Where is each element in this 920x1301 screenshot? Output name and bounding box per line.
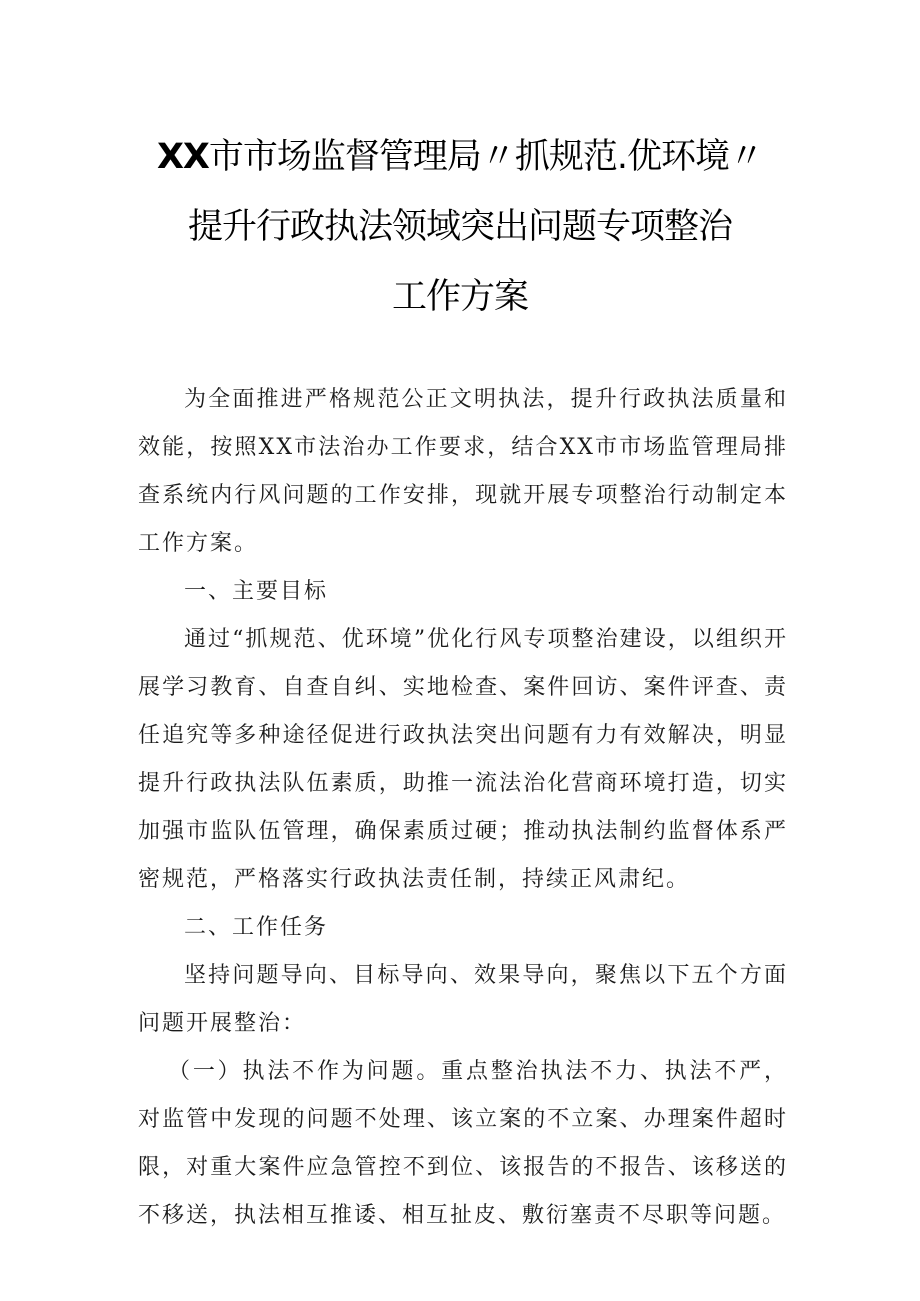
section-1-paragraph: 通过“抓规范、优环境”优化行风专项整治建设，以组织开展学习教育、自查自纠、实地检查、案件回访、案件评查、责任追究等多种途径促进行政执法突出问题有力有效解决，明显提升行政执法队伍素质，助推一流法治化营商环境打造，切实加强市监队伍管理，确保素质过硬；推动执法制约监督体系严密规范，严格落实行政执法责任制，持续正风肃纪。 xyxy=(138,627,788,892)
title-line-1-prefix: XX xyxy=(156,137,209,177)
section-2-paragraph: 坚持问题导向、目标导向、效果导向，聚焦以下五个方面问题开展整治： xyxy=(138,963,788,1036)
intro-paragraph: 为全面推进严格规范公正文明执法，提升行政执法质量和效能，按照XX市法治办工作要求，结合XX市市场监管理局排查系统内行风问题的工作安排，现就开展专项整治行动制定本工作方案。 xyxy=(138,387,788,556)
title-line-1 xyxy=(100,122,820,192)
section-2-heading: 二、工作任务 xyxy=(184,915,329,940)
title-line-1-text: 市市场监督管理局〃抓规范.优环境〃 xyxy=(208,137,764,177)
section-1-heading: 一、主要目标 xyxy=(184,579,329,604)
title-line-2: 提升行政执法领域突出问题专项整治 xyxy=(187,207,732,247)
title-line-3: 工作方案 xyxy=(391,277,528,317)
document-title xyxy=(100,122,820,332)
document-body xyxy=(138,376,788,1240)
section-2-item-1: （一）执法不作为问题。重点整治执法不力、执法不严，对监管中发现的问题不处理、该立案的不立案、办理案件超时限，对重大案件应急管控不到位、该报告的不报告、该移送的不移送，执法相互推诿、相互扯皮、敷衍塞责不尽职等问题。 xyxy=(138,1059,788,1228)
